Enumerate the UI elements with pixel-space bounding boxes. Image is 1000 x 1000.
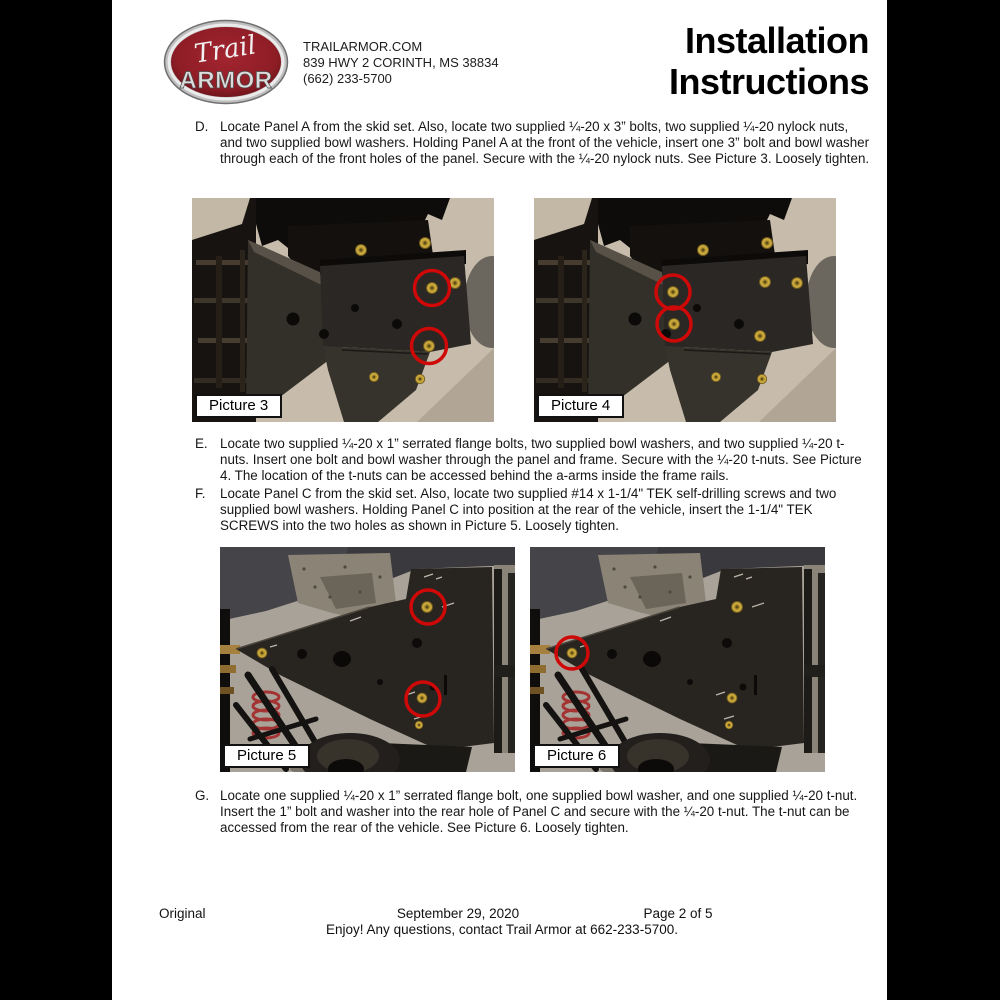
step-d-label: D. (195, 119, 209, 134)
picture-3-photo (192, 198, 494, 422)
picture-6-caption: Picture 6 (533, 744, 620, 768)
page-title-line2: Instructions (668, 61, 869, 102)
picture-4-illustration (534, 198, 836, 422)
picture-4-caption: Picture 4 (537, 394, 624, 418)
step-f (195, 486, 871, 534)
picture-6-photo (530, 547, 825, 772)
step-d (195, 119, 871, 167)
picture-3-illustration (192, 198, 494, 422)
picture-5-photo (220, 547, 515, 772)
step-f-text: Locate Panel C from the skid set. Also, locate two supplied #14 x 1-1/4" TEK self-drilling screws and two supplied bowl washers. Holding Panel C into position at the rear of the vehicle, insert the 1-1/4" TEK SCREWS into the two holes as shown in Picture 5. Loosely tighten. (220, 486, 837, 533)
picture-3-caption: Picture 3 (195, 394, 282, 418)
logo-badge-icon (163, 19, 289, 105)
company-contact-block (303, 39, 499, 87)
step-e (195, 436, 871, 484)
step-e-text: Locate two supplied ¼-20 x 1” serrated flange bolts, two supplied bowl washers, and two supplied ¼-20 t-nuts. Insert one bolt and bowl washer through the panel and frame. Secure with the ¼-20 t-nuts. See Picture 4. The location of the t-nuts can be accessed behind the a-arms inside the frame rails. (220, 436, 862, 483)
picture-6-illustration (530, 547, 825, 772)
step-e-label: E. (195, 436, 208, 451)
picture-4-photo (534, 198, 836, 422)
page-title (669, 20, 869, 102)
logo-text-armor: ARMOR (179, 67, 273, 94)
footer-version: Original (159, 906, 206, 921)
footer-note: Enjoy! Any questions, contact Trail Armor at 662-233-5700. (326, 922, 678, 937)
document-page (112, 0, 887, 1000)
footer-page-number: Page 2 of 5 (643, 906, 713, 921)
step-g-label: G. (195, 788, 210, 803)
footer-date: September 29, 2020 (396, 906, 520, 921)
trail-armor-logo (163, 19, 289, 105)
step-g-text: Locate one supplied ¼-20 x 1” serrated flange bolt, one supplied bowl washer, and one supplied ¼-20 t-nut. Insert the 1” bolt and washer into the rear hole of Panel C and secure with the ¼-20 t-nut. The t-nut can be accessed from the rear of the vehicle. See Picture 6. Loosely tighten. (220, 788, 858, 835)
page-title-line1: Installation (684, 20, 869, 61)
logo-text-trail: Trail (192, 30, 259, 70)
step-d-text: Locate Panel A from the skid set. Also, locate two supplied ¼-20 x 3” bolts, two supplied ¼-20 nylock nuts, and two supplied bowl washers. Holding Panel A at the front of the vehicle, insert one 3” bolt and bowl washer through each of the front holes of the panel. Secure with the ¼-20 nylock nuts. See Picture 3. Loosely tighten. (220, 119, 870, 166)
step-g (195, 788, 871, 836)
company-address: 839 HWY 2 CORINTH, MS 38834 (303, 55, 499, 70)
company-website: TRAILARMOR.COM (303, 39, 423, 54)
picture-5-illustration (220, 547, 515, 772)
step-f-label: F. (195, 486, 206, 501)
picture-5-caption: Picture 5 (223, 744, 310, 768)
company-phone: (662) 233-5700 (303, 71, 392, 86)
